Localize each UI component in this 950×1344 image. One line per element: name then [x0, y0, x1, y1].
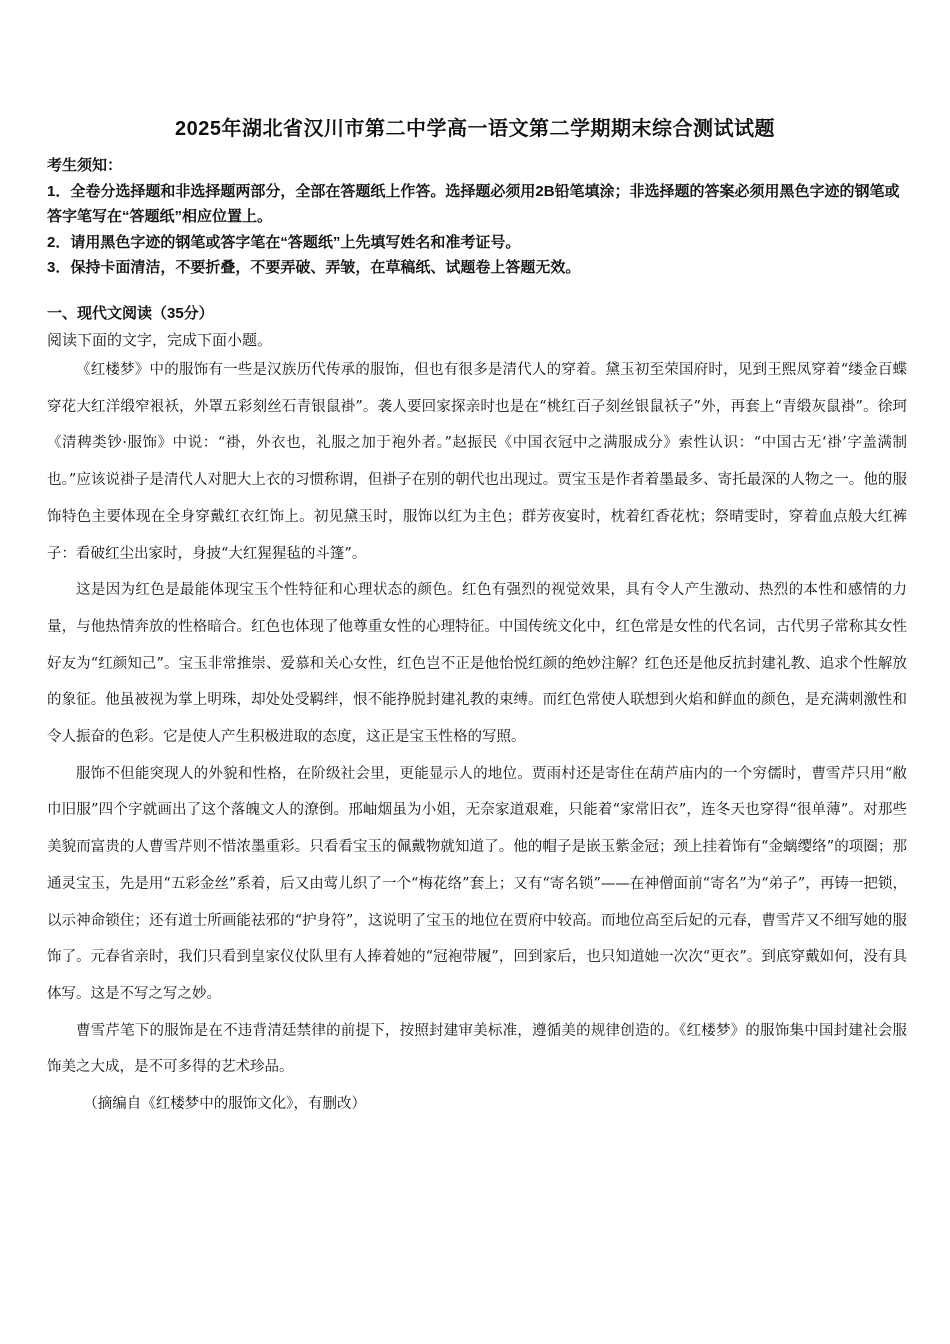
notice-item: 1．全卷分选择题和非选择题两部分，全部在答题纸上作答。选择题必须用2B铅笔填涂；非选择题的答案必须用黑色字迹的钢笔或答字笔写在“答题纸”相应位置上。 — [47, 182, 900, 225]
candidate-notice — [47, 153, 907, 281]
passage-paragraph: 《红楼梦》中的服饰有一些是汉族历代传承的服饰，但也有很多是清代人的穿着。黛玉初至荣国府时，见到王熙凤穿着“缕金百蝶穿花大红洋缎窄裉袄，外罩五彩刻丝石青银鼠褂”。袭人要回家探亲时也是在“桃红百子刻丝银鼠袄子”外，再套上“青缎灰鼠褂”。徐珂《清稗类钞·服饰》中说：“褂，外衣也，礼服之加于袍外者。”赵振民《中国衣冠中之满服成分》索性认识：“中国古无‘褂’字盖满制也。”应该说褂子是清代人对肥大上衣的习惯称谓，但褂子在别的朝代也出现过。贾宝玉是作者着墨最多、寄托最深的人物之一。他的服饰特色主要体现在全身穿戴红衣红饰上。初见黛玉时，服饰以红为主色；群芳夜宴时，枕着红香花枕；祭晴雯时，穿着血点般大红裤子：看破红尘出家时，身披“大红猩猩毡的斗篷”。 — [47, 362, 907, 562]
passage-source: （摘编自《红楼梦中的服饰文化》，有删改） — [83, 1096, 366, 1113]
passage-paragraph: 这是因为红色是最能体现宝玉个性特征和心理状态的颜色。红色有强烈的视觉效果，具有令人产生激动、热烈的本性和感情的力量，与他热情奔放的性格暗合。红色也体现了他尊重女性的心理特征。中国传统文化中，红色常是女性的代名词，古代男子常称其女性好友为“红颜知己”。宝玉非常推崇、爱慕和关心女性，红色岂不正是他怡悦红颜的绝妙注解？红色还是他反抗封建礼教、追求个性解放的象征。他虽被视为掌上明珠，却处处受羁绊，恨不能挣脱封建礼教的束缚。而红色常使人联想到火焰和鲜血的颜色，是充满刺激性和令人振奋的色彩。它是使人产生积极进取的态度，这正是宝玉性格的写照。 — [47, 582, 907, 746]
exam-title: 2025年湖北省汉川市第二中学高一语文第二学期期末综合测试试题 — [175, 118, 775, 140]
notice-item: 3．保持卡面清洁，不要折叠，不要弄破、弄皱，在草稿纸、试题卷上答题无效。 — [47, 259, 581, 276]
reading-passage — [47, 352, 907, 1123]
notice-item: 2．请用黑色字迹的钢笔或答字笔在“答题纸”上先填写姓名和准考证号。 — [47, 233, 521, 251]
passage-paragraph: 曹雪芹笔下的服饰是在不违背清廷禁律的前提下，按照封建审美标准，遵循美的规律创造的。《红楼梦》的服饰集中国封建社会服饰美之大成，是不可多得的艺术珍品。 — [47, 1022, 907, 1076]
notice-heading: 考生须知： — [47, 157, 123, 174]
section-header — [47, 300, 907, 354]
passage-paragraph: 服饰不但能突现人的外貌和性格，在阶级社会里，更能显示人的地位。贾雨村还是寄住在葫芦庙内的一个穷儒时，曹雪芹只用“敝巾旧服”四个字就画出了这个落魄文人的潦倒。邢岫烟虽为小姐，无奈家道艰难，只能着“家常旧衣”，连冬天也穿得“很单薄”。对那些美貌而富贵的人曹雪芹则不惜浓墨重彩。只看看宝玉的佩戴物就知道了。他的帽子是嵌玉紫金冠；颈上挂着饰有“金螭缨络”的项圈；那通灵宝玉，先是用“五彩金丝”系着，后又由莺儿织了一个“梅花络”套上；又有“寄名锁”——在神僧面前“寄名”为“弟子”，再铸一把锁，以示神命锁住；还有道士所画能祛邪的“护身符”，这说明了宝玉的地位在贾府中较高。而地位高至后妃的元春，曹雪芹又不细写她的服饰了。元春省亲时，我们只看到皇家仪仗队里有人捧着她的“冠袍带履”，回到家后，也只知道她一次次“更衣”。到底穿戴如何，没有具体写。这是不写之写之妙。 — [47, 765, 907, 1002]
section-instruction: 阅读下面的文字，完成下面小题。 — [47, 332, 273, 349]
section-heading: 一、现代文阅读（35分） — [47, 305, 214, 322]
